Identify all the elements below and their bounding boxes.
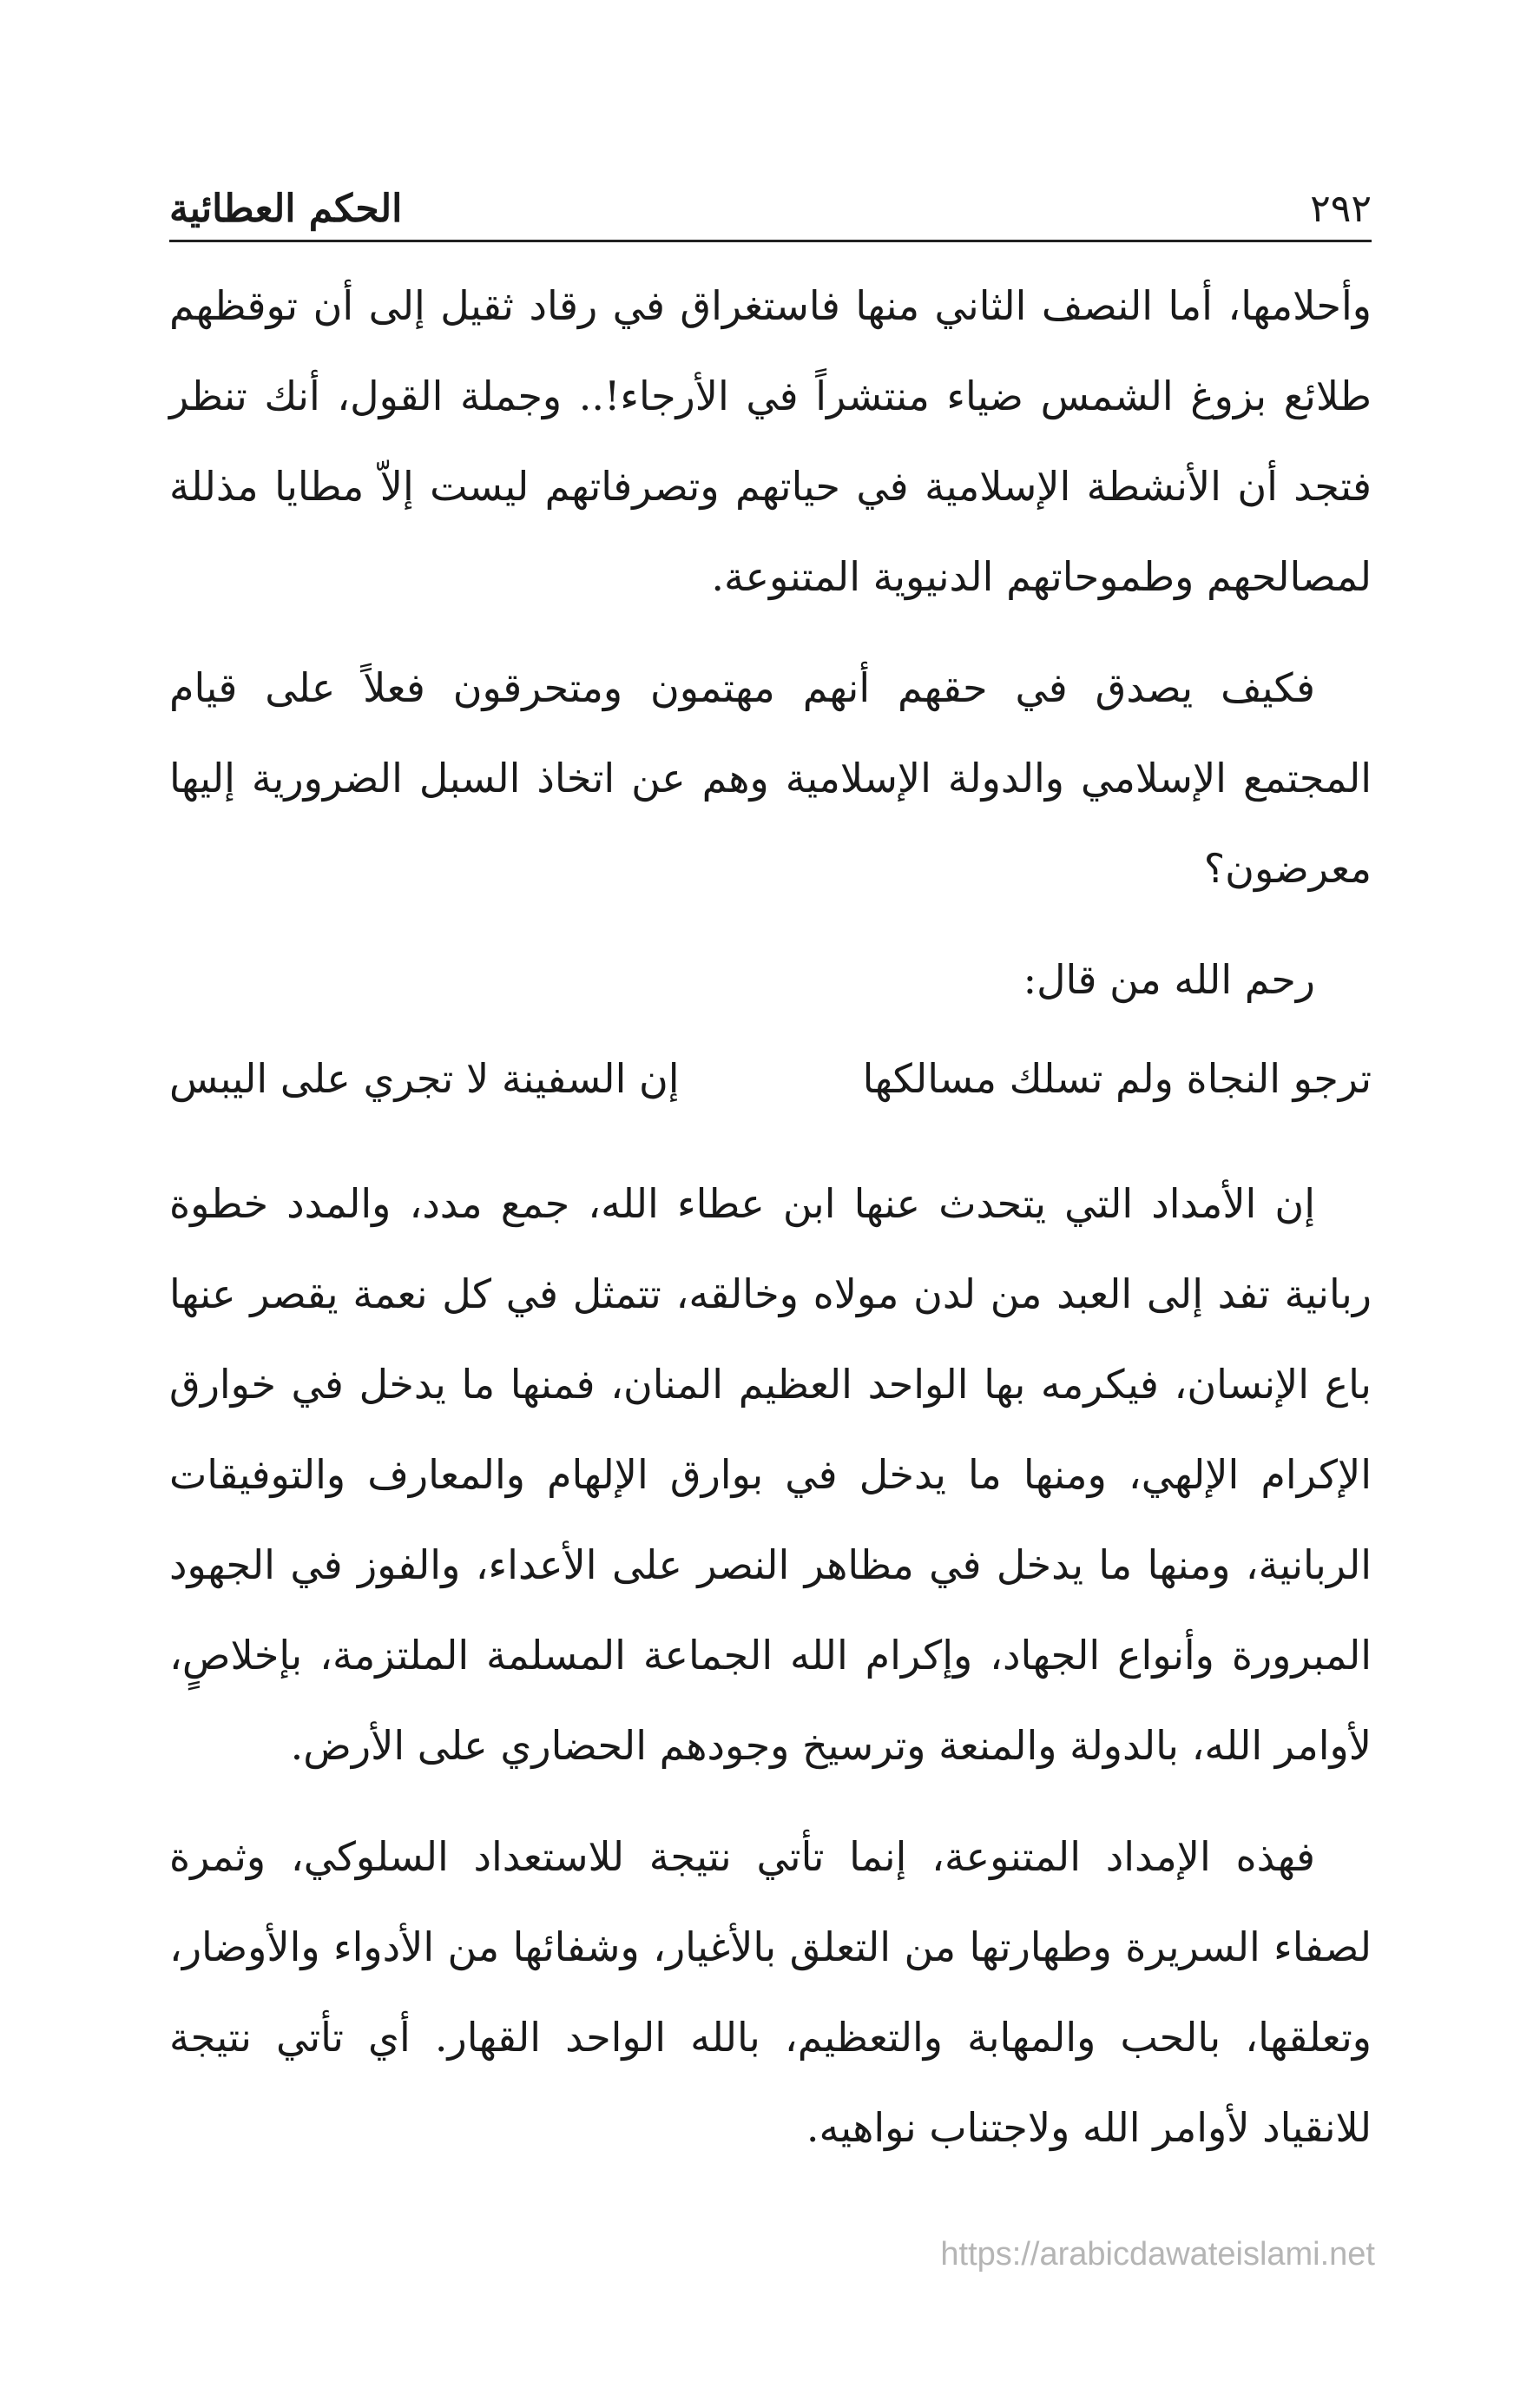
page-body: [169, 261, 1372, 2194]
running-header: [169, 170, 1372, 231]
paragraph-1: وأحلامها، أما النصف الثاني منها فاستغراق في رقاد ثقيل إلى أن توقظهم طلائع بزوغ الشمس ضياء منتشراً في الأرجاء!.. وجملة القول، أنك تنظر فتجد أن الأنشطة الإسلامية في حياتهم وتصرفاتهم ليست إلاّ مطايا مذللة لمصالحهم وطموحاتهم الدنيوية المتنوعة.: [169, 282, 1372, 600]
paragraph-3: إن الأمداد التي يتحدث عنها ابن عطاء الله، جمع مدد، والمدد خطوة ربانية تفد إلى العبد من لدن مولاه وخالقه، تتمثل في كل نعمة يقصر عنها باع الإنسان، فيكرمه بها الواحد العظيم المنان، فمنها ما يدخل في خوارق الإكرام الإلهي، ومنها ما يدخل في بوارق الإلهام والمعارف والتوفيقات الربانية، ومنها ما يدخل في مظاهر النصر على الأعداء، والفوز في الجهود المبرورة وأنواع الجهاد، وإكرام الله الجماعة المسلمة الملتزمة، بإخلاصٍ، لأوامر الله، بالدولة والمنعة وترسيخ وجودهم الحضاري على الأرض.: [169, 1180, 1372, 1769]
verse-line: [169, 1033, 1372, 1124]
header-divider: [169, 240, 1372, 242]
watermark-url: https://arabicdawateislami.net: [940, 2236, 1375, 2273]
verse-intro: رحم الله من قال:: [1023, 956, 1315, 1003]
page-number: ٢٩٢: [1310, 187, 1372, 231]
paragraph-2: فكيف يصدق في حقهم أنهم مهتمون ومتحرقون فعلاً على قيام المجتمع الإسلامي والدولة الإسلامية وهم عن اتخاذ السبل الضرورية إليها معرضون؟: [169, 664, 1372, 892]
verse-second-half: إن السفينة لا تجري على اليبس: [169, 1055, 680, 1102]
book-title: الحكم العطائية: [169, 187, 403, 231]
paragraph-4: فهذه الإمداد المتنوعة، إنما تأتي نتيجة للاستعداد السلوكي، وثمرة لصفاء السريرة وطهارتها من التعلق بالأغيار، وشفائها من الأدواء والأوضار، وتعلقها، بالحب والمهابة والتعظيم، بالله الواحد القهار. أي تأتي نتيجة للانقياد لأوامر الله ولاجتناب نواهيه.: [169, 1833, 1372, 2151]
verse-first-half: ترجو النجاة ولم تسلك مسالكها: [862, 1055, 1372, 1102]
